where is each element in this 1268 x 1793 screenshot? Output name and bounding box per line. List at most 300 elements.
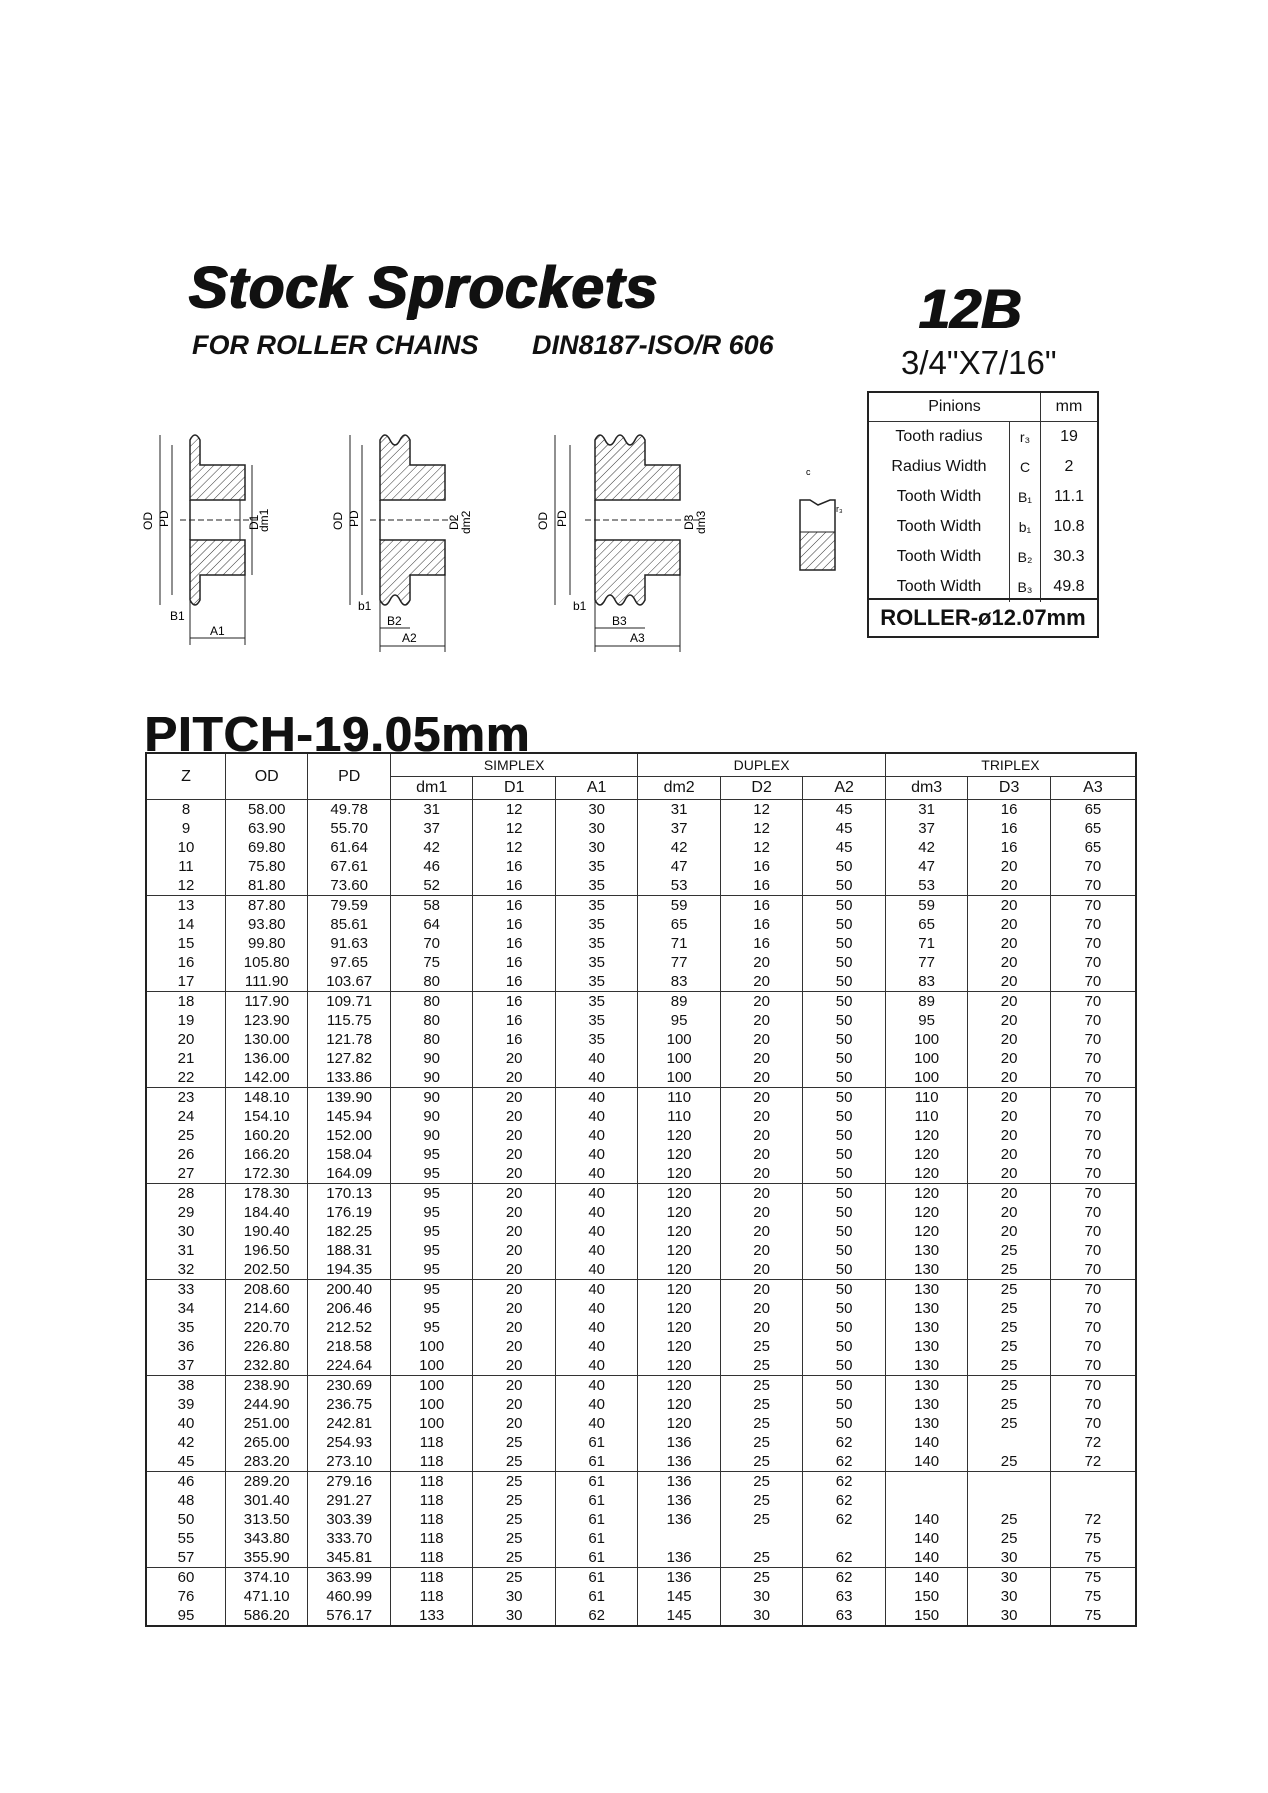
pinions-symbol: C xyxy=(1010,452,1041,482)
cell-dm2: 120 xyxy=(638,1260,720,1280)
cell-d1: 20 xyxy=(473,1184,555,1204)
cell-z: 40 xyxy=(177,1415,195,1432)
tooth-c-label: c xyxy=(806,467,811,477)
cell-dm1: 100 xyxy=(390,1376,472,1396)
cell-dm2: 145 xyxy=(638,1606,720,1625)
col-header-z: Z xyxy=(147,754,225,800)
cell-d3: 16 xyxy=(968,800,1050,820)
cell-z: 28 xyxy=(147,1184,225,1204)
cell-d1: 25 xyxy=(473,1568,555,1588)
cell-z: 50 xyxy=(177,1511,195,1528)
table-row xyxy=(147,1318,1135,1337)
cell-a1: 61 xyxy=(555,1452,638,1472)
cell-z: 10 xyxy=(177,839,195,856)
col-header-dm2: dm2 xyxy=(638,777,720,800)
cell-a2: 50 xyxy=(803,1145,886,1164)
roller-diameter: ROLLER-ø12.07mm xyxy=(869,598,1097,636)
table-row xyxy=(147,1376,1135,1396)
diagram-b3-label: B3 xyxy=(612,614,627,628)
cell-dm3: 140 xyxy=(885,1510,967,1529)
cell-dm1: 75 xyxy=(390,953,472,972)
cell-od: 220.70 xyxy=(225,1318,307,1337)
table-row xyxy=(147,1049,1135,1068)
cell-dm1: 90 xyxy=(390,1049,472,1068)
cell-a3: 70 xyxy=(1050,1241,1135,1260)
cell-dm1: 90 xyxy=(390,1126,472,1145)
cell-d3: 20 xyxy=(968,1203,1050,1222)
cell-d3: 25 xyxy=(968,1414,1050,1433)
table-row xyxy=(147,1395,1135,1414)
table-row xyxy=(147,934,1135,953)
cell-dm1: 80 xyxy=(390,992,472,1012)
cell-a2: 63 xyxy=(803,1587,886,1606)
cell-a1: 40 xyxy=(555,1318,638,1337)
cell-a2: 50 xyxy=(803,1068,886,1088)
cell-z: 30 xyxy=(177,1223,195,1240)
cell-a2: 45 xyxy=(803,800,886,820)
cell-a2: 50 xyxy=(803,1260,886,1280)
cell-pd: 182.25 xyxy=(308,1222,390,1241)
cell-a1: 61 xyxy=(555,1568,638,1588)
cell-a1: 40 xyxy=(555,1241,638,1260)
cell-d1: 25 xyxy=(473,1491,555,1510)
cell-dm3: 120 xyxy=(885,1184,967,1204)
cell-a3: 70 xyxy=(1050,1222,1135,1241)
cell-d3: 25 xyxy=(968,1280,1050,1300)
cell-z: 29 xyxy=(177,1204,195,1221)
cell-dm2: 100 xyxy=(638,1049,720,1068)
pinions-title: Pinions xyxy=(869,393,1041,422)
diagram-dm1-label: dm1 xyxy=(257,508,271,532)
cell-dm1: 95 xyxy=(390,1318,472,1337)
cell-a2: 50 xyxy=(803,992,886,1012)
cell-pd: 303.39 xyxy=(308,1510,390,1529)
cell-od: 214.60 xyxy=(225,1299,307,1318)
diagram-b1-small-label: b1 xyxy=(358,599,372,613)
cell-d3: 25 xyxy=(968,1356,1050,1376)
cell-a2: 50 xyxy=(803,934,886,953)
cell-od: 99.80 xyxy=(225,934,307,953)
cell-pd: 49.78 xyxy=(308,800,390,820)
cell-a3: 70 xyxy=(1050,992,1135,1012)
cell-od: 238.90 xyxy=(225,1376,307,1396)
cell-d3: 20 xyxy=(968,1068,1050,1088)
cell-a2: 62 xyxy=(803,1491,886,1510)
cell-pd: 67.61 xyxy=(308,857,390,876)
cell-od: 93.80 xyxy=(225,915,307,934)
cell-d3: 25 xyxy=(968,1318,1050,1337)
cell-od: 75.80 xyxy=(225,857,307,876)
cell-a3: 70 xyxy=(1050,1049,1135,1068)
chain-size: 3/4"X7/16" xyxy=(901,344,1057,381)
cell-d3 xyxy=(968,1491,1050,1510)
cell-d2: 12 xyxy=(720,800,802,820)
cell-a1: 61 xyxy=(555,1491,638,1510)
cell-d3: 20 xyxy=(968,1145,1050,1164)
cell-dm1: 95 xyxy=(390,1184,472,1204)
cell-a1: 35 xyxy=(555,876,638,896)
cell-d2: 20 xyxy=(720,1222,802,1241)
cell-pd: 133.86 xyxy=(308,1068,390,1088)
cell-dm3: 130 xyxy=(885,1414,967,1433)
cell-dm3: 77 xyxy=(885,953,967,972)
cell-dm3: 71 xyxy=(885,934,967,953)
cell-a1: 40 xyxy=(555,1356,638,1376)
table-row xyxy=(147,800,1135,820)
cell-dm1: 95 xyxy=(390,1260,472,1280)
cell-pd: 254.93 xyxy=(308,1433,390,1452)
cell-d2: 20 xyxy=(720,1030,802,1049)
cell-dm3: 140 xyxy=(885,1452,967,1472)
cell-a3: 75 xyxy=(1050,1529,1135,1548)
cell-a3: 65 xyxy=(1050,819,1135,838)
cell-dm2: 120 xyxy=(638,1203,720,1222)
cell-z: 16 xyxy=(177,954,195,971)
cell-d3: 25 xyxy=(968,1395,1050,1414)
cell-dm2: 37 xyxy=(638,819,720,838)
cell-d2: 25 xyxy=(720,1548,802,1568)
cell-d3: 20 xyxy=(968,992,1050,1012)
cell-d3: 20 xyxy=(968,857,1050,876)
cell-d3: 25 xyxy=(968,1299,1050,1318)
cell-od: 343.80 xyxy=(225,1529,307,1548)
cell-dm1: 118 xyxy=(390,1510,472,1529)
cell-dm2: 47 xyxy=(638,857,720,876)
cell-a1: 35 xyxy=(555,972,638,992)
cell-dm2: 120 xyxy=(638,1376,720,1396)
cell-d3: 20 xyxy=(968,876,1050,896)
cell-a1: 35 xyxy=(555,1030,638,1049)
cell-dm1: 118 xyxy=(390,1568,472,1588)
table-row xyxy=(147,1030,1135,1049)
pinions-label: Radius Width xyxy=(891,458,987,475)
cell-od: 208.60 xyxy=(225,1280,307,1300)
cell-z: 19 xyxy=(177,1012,195,1029)
cell-d1: 25 xyxy=(473,1472,555,1492)
cell-dm2: 120 xyxy=(638,1222,720,1241)
cell-od: 184.40 xyxy=(225,1203,307,1222)
cell-z: 11 xyxy=(178,858,194,875)
pinions-value: 2 xyxy=(1064,458,1074,475)
duplex-diagram xyxy=(331,435,473,652)
cell-d1: 20 xyxy=(473,1260,555,1280)
cell-pd: 61.64 xyxy=(308,838,390,857)
cell-dm2: 100 xyxy=(638,1068,720,1088)
cell-a3 xyxy=(1050,1472,1135,1492)
cell-pd: 145.94 xyxy=(308,1107,390,1126)
cell-a2: 50 xyxy=(803,1395,886,1414)
cell-d1: 20 xyxy=(473,1126,555,1145)
cell-a1: 40 xyxy=(555,1260,638,1280)
cell-z: 18 xyxy=(147,992,225,1012)
cell-dm2: 120 xyxy=(638,1184,720,1204)
cell-pd: 55.70 xyxy=(308,819,390,838)
cell-dm1: 31 xyxy=(390,800,472,820)
cell-a3: 72 xyxy=(1050,1452,1135,1472)
cell-a2: 50 xyxy=(803,857,886,876)
cell-a3: 70 xyxy=(1050,1107,1135,1126)
cell-dm1: 90 xyxy=(390,1107,472,1126)
cell-d1: 16 xyxy=(473,857,555,876)
cell-a1: 40 xyxy=(555,1049,638,1068)
cell-dm3: 120 xyxy=(885,1164,967,1184)
cell-dm3: 150 xyxy=(885,1606,967,1625)
cell-a2: 50 xyxy=(803,1222,886,1241)
cell-dm1: 95 xyxy=(390,1280,472,1300)
cell-a1: 40 xyxy=(555,1203,638,1222)
cell-d1: 20 xyxy=(473,1203,555,1222)
cell-d2: 20 xyxy=(720,1068,802,1088)
cell-od: 148.10 xyxy=(225,1088,307,1108)
cell-d1: 20 xyxy=(473,1164,555,1184)
cell-d2: 20 xyxy=(720,1299,802,1318)
table-row xyxy=(147,1241,1135,1260)
cell-dm1: 95 xyxy=(390,1145,472,1164)
cell-a1: 61 xyxy=(555,1529,638,1548)
cell-dm3: 42 xyxy=(885,838,967,857)
cell-a2: 62 xyxy=(803,1568,886,1588)
cell-dm3: 130 xyxy=(885,1318,967,1337)
table-row xyxy=(147,953,1135,972)
cell-dm3: 95 xyxy=(885,1011,967,1030)
pinions-symbol: b₁ xyxy=(1010,512,1041,542)
cell-od: 265.00 xyxy=(225,1433,307,1452)
cell-d2: 20 xyxy=(720,1241,802,1260)
cell-d1: 12 xyxy=(473,819,555,838)
diagram-a1-label: A1 xyxy=(210,624,225,638)
cell-z: 9 xyxy=(181,820,191,837)
cell-d2: 25 xyxy=(720,1414,802,1433)
cell-d1: 16 xyxy=(473,972,555,992)
col-header-d3: D3 xyxy=(968,777,1050,800)
cell-a2: 50 xyxy=(803,953,886,972)
cell-dm3: 120 xyxy=(885,1222,967,1241)
cell-od: 196.50 xyxy=(225,1241,307,1260)
cell-a3: 70 xyxy=(1050,1184,1135,1204)
cell-d1: 20 xyxy=(473,1222,555,1241)
cell-d1: 20 xyxy=(473,1107,555,1126)
cell-od: 283.20 xyxy=(225,1452,307,1472)
cell-z: 13 xyxy=(147,896,225,916)
cell-dm3: 100 xyxy=(885,1068,967,1088)
cell-dm2: 120 xyxy=(638,1280,720,1300)
table-row xyxy=(147,972,1135,992)
cell-dm3: 130 xyxy=(885,1395,967,1414)
cell-od: 160.20 xyxy=(225,1126,307,1145)
cell-dm1: 100 xyxy=(390,1395,472,1414)
cell-dm1: 80 xyxy=(390,972,472,992)
cell-a2: 50 xyxy=(803,1318,886,1337)
cell-a1: 40 xyxy=(555,1299,638,1318)
pinions-symbol: r₃ xyxy=(1010,422,1041,453)
cell-od: 374.10 xyxy=(225,1568,307,1588)
table-row xyxy=(147,857,1135,876)
cell-d2: 30 xyxy=(720,1606,802,1625)
cell-d2: 25 xyxy=(720,1472,802,1492)
cell-dm3: 140 xyxy=(885,1548,967,1568)
cell-dm1: 118 xyxy=(390,1548,472,1568)
cell-a3: 70 xyxy=(1050,1068,1135,1088)
cell-a2: 50 xyxy=(803,1280,886,1300)
subtitle-roller-chains: FOR ROLLER CHAINS xyxy=(192,330,479,360)
table-row xyxy=(147,1088,1135,1108)
cell-d3: 20 xyxy=(968,1184,1050,1204)
cell-pd: 97.65 xyxy=(308,953,390,972)
cell-od: 130.00 xyxy=(225,1030,307,1049)
cell-a2: 62 xyxy=(803,1472,886,1492)
group-header-simplex: SIMPLEX xyxy=(390,754,637,777)
cell-d3: 20 xyxy=(968,1222,1050,1241)
cell-a3: 72 xyxy=(1050,1510,1135,1529)
cell-d2: 20 xyxy=(720,1107,802,1126)
cell-d2: 25 xyxy=(720,1356,802,1376)
cell-pd: 139.90 xyxy=(308,1088,390,1108)
col-header-d2: D2 xyxy=(720,777,802,800)
cell-pd: 273.10 xyxy=(308,1452,390,1472)
cell-pd: 224.64 xyxy=(308,1356,390,1376)
cell-d3: 20 xyxy=(968,934,1050,953)
table-row xyxy=(147,1164,1135,1184)
cell-dm3: 140 xyxy=(885,1433,967,1452)
cell-z: 60 xyxy=(147,1568,225,1588)
pinions-label: Tooth Width xyxy=(896,548,982,565)
cell-z: 14 xyxy=(177,916,195,933)
cell-od: 69.80 xyxy=(225,838,307,857)
cell-a1: 35 xyxy=(555,953,638,972)
table-row xyxy=(147,1510,1135,1529)
cell-od: 471.10 xyxy=(225,1587,307,1606)
table-row xyxy=(147,1452,1135,1472)
cell-d1: 20 xyxy=(473,1356,555,1376)
group-header-triplex: TRIPLEX xyxy=(885,754,1135,777)
cell-d2: 16 xyxy=(720,896,802,916)
cell-d2: 20 xyxy=(720,1011,802,1030)
cell-a1: 61 xyxy=(555,1433,638,1452)
cell-dm2: 120 xyxy=(638,1241,720,1260)
cell-a1: 30 xyxy=(555,819,638,838)
cell-dm2: 53 xyxy=(638,876,720,896)
diagram-dm2-label: dm2 xyxy=(459,510,473,534)
cell-dm2: 110 xyxy=(638,1088,720,1108)
cell-a1: 35 xyxy=(555,934,638,953)
cell-d1: 20 xyxy=(473,1241,555,1260)
cell-d3: 20 xyxy=(968,1030,1050,1049)
cell-dm1: 52 xyxy=(390,876,472,896)
cell-pd: 279.16 xyxy=(308,1472,390,1492)
cell-d3: 30 xyxy=(968,1568,1050,1588)
cell-dm2: 83 xyxy=(638,972,720,992)
cell-d2: 16 xyxy=(720,876,802,896)
cell-z: 42 xyxy=(177,1434,195,1451)
cell-d2: 20 xyxy=(720,972,802,992)
cell-dm3: 53 xyxy=(885,876,967,896)
cell-z: 22 xyxy=(177,1069,195,1086)
cell-a2: 50 xyxy=(803,1241,886,1260)
cell-dm3 xyxy=(885,1472,967,1492)
cell-d1: 25 xyxy=(473,1548,555,1568)
cell-d2: 20 xyxy=(720,1318,802,1337)
cell-d2: 25 xyxy=(720,1395,802,1414)
cell-a1: 62 xyxy=(555,1606,638,1625)
cell-a1: 30 xyxy=(555,800,638,820)
cell-d2: 25 xyxy=(720,1568,802,1588)
cell-pd: 333.70 xyxy=(308,1529,390,1548)
table-row xyxy=(147,1568,1135,1588)
cell-a1: 61 xyxy=(555,1472,638,1492)
cell-od: 117.90 xyxy=(225,992,307,1012)
cell-d2: 12 xyxy=(720,819,802,838)
cell-d2: 25 xyxy=(720,1510,802,1529)
cell-a3: 70 xyxy=(1050,1280,1135,1300)
cell-dm2: 136 xyxy=(638,1510,720,1529)
cell-z: 76 xyxy=(177,1588,195,1605)
cell-pd: 212.52 xyxy=(308,1318,390,1337)
group-header-duplex: DUPLEX xyxy=(638,754,885,777)
table-row xyxy=(147,1529,1135,1548)
cell-pd: 188.31 xyxy=(308,1241,390,1260)
cell-a1: 61 xyxy=(555,1587,638,1606)
table-row xyxy=(147,915,1135,934)
cell-d1: 20 xyxy=(473,1145,555,1164)
cell-a3: 70 xyxy=(1050,1376,1135,1396)
cell-a1: 40 xyxy=(555,1395,638,1414)
diagram-d3-label: D3 xyxy=(682,514,696,530)
cell-a2: 50 xyxy=(803,1299,886,1318)
cell-od: 87.80 xyxy=(225,896,307,916)
cell-d3: 25 xyxy=(968,1260,1050,1280)
cell-z: 8 xyxy=(181,801,191,818)
cell-a3: 72 xyxy=(1050,1433,1135,1452)
table-row xyxy=(147,1337,1135,1356)
cell-d3: 16 xyxy=(968,819,1050,838)
pinions-symbol: B₁ xyxy=(1010,482,1041,512)
cell-a2: 50 xyxy=(803,1376,886,1396)
col-header-od: OD xyxy=(225,754,307,800)
table-row xyxy=(147,1068,1135,1088)
cell-d2: 25 xyxy=(720,1433,802,1452)
cell-z: 55 xyxy=(177,1530,195,1547)
cell-dm1: 118 xyxy=(390,1529,472,1548)
cell-pd: 236.75 xyxy=(308,1395,390,1414)
cell-z: 39 xyxy=(177,1396,195,1413)
cell-a3: 70 xyxy=(1050,1203,1135,1222)
cell-a1: 40 xyxy=(555,1337,638,1356)
cell-dm2: 120 xyxy=(638,1337,720,1356)
cell-od: 251.00 xyxy=(225,1414,307,1433)
cell-d3: 25 xyxy=(968,1241,1050,1260)
cell-dm2: 120 xyxy=(638,1395,720,1414)
cell-dm1: 64 xyxy=(390,915,472,934)
cell-d1: 20 xyxy=(473,1414,555,1433)
cell-dm3 xyxy=(885,1491,967,1510)
cell-d2: 16 xyxy=(720,934,802,953)
cell-d3: 16 xyxy=(968,838,1050,857)
cell-pd: 206.46 xyxy=(308,1299,390,1318)
cell-pd: 158.04 xyxy=(308,1145,390,1164)
cell-a1: 40 xyxy=(555,1414,638,1433)
cell-dm1: 118 xyxy=(390,1587,472,1606)
cell-d1: 16 xyxy=(473,934,555,953)
cell-dm1: 95 xyxy=(390,1241,472,1260)
cell-dm2: 136 xyxy=(638,1433,720,1452)
cell-od: 202.50 xyxy=(225,1260,307,1280)
cell-d1: 25 xyxy=(473,1452,555,1472)
cell-pd: 363.99 xyxy=(308,1568,390,1588)
diagram-b2-label: B2 xyxy=(387,614,402,628)
cell-a3: 70 xyxy=(1050,934,1135,953)
cell-dm1: 118 xyxy=(390,1491,472,1510)
cell-od: 313.50 xyxy=(225,1510,307,1529)
